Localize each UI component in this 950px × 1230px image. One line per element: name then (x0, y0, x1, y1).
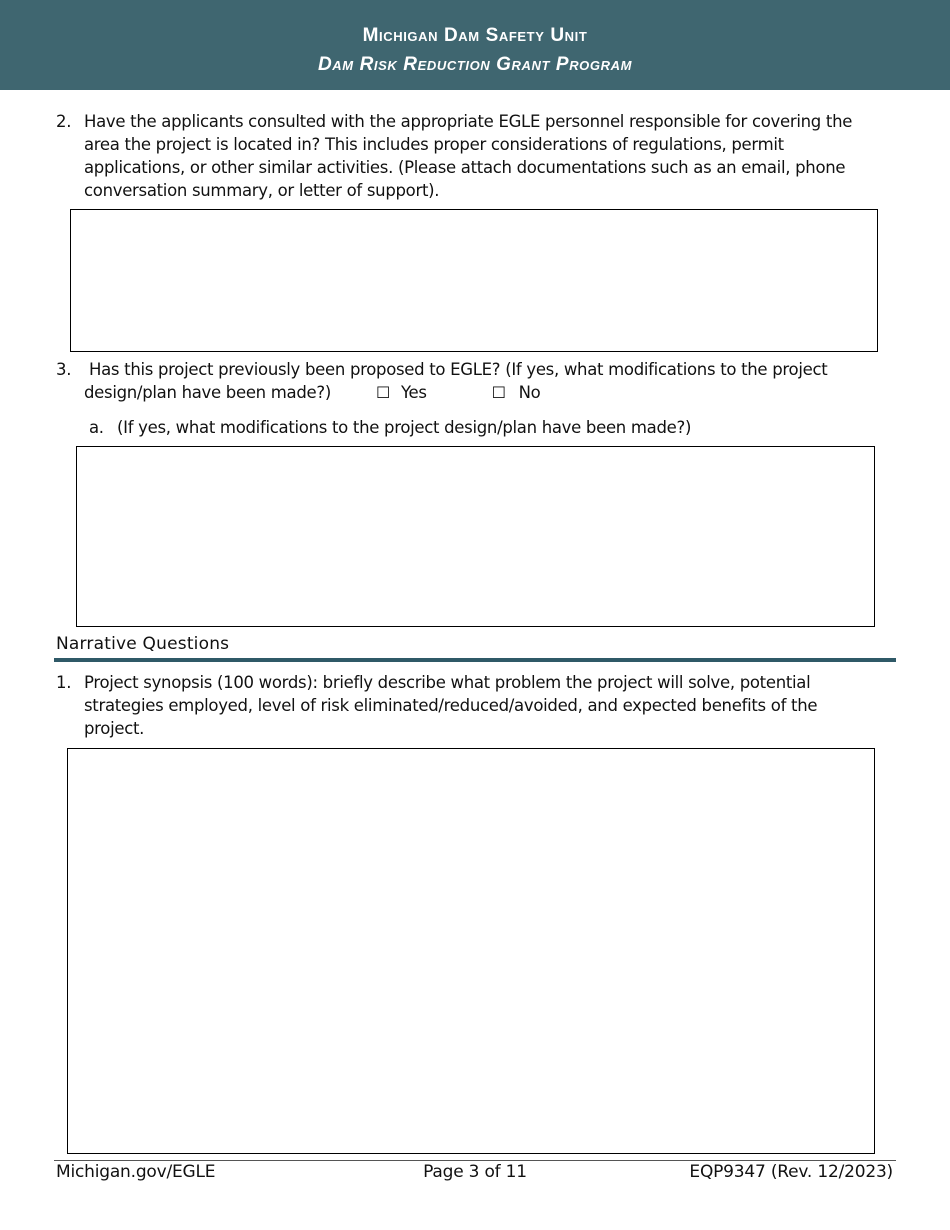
yes-label: Yes (400, 383, 427, 402)
yes-checkbox[interactable]: ☐ (375, 383, 390, 402)
footer-website-link[interactable]: Michigan.gov/EGLE (56, 1162, 216, 1182)
no-label: No (518, 383, 541, 402)
sub-question-text: (If yes, what modifications to the project design/plan have been made?) (117, 418, 692, 437)
question-text (89, 358, 827, 381)
header-unit-title: Michigan Dam Safety Unit (362, 25, 588, 46)
section-divider (54, 658, 896, 662)
question-line: Has this project previously been proposed to EGLE? (If yes, what modifications to the project (89, 360, 828, 379)
footer-form-number: EQP9347 (Rev. 12/2023) (689, 1162, 893, 1182)
footer-divider (54, 1160, 896, 1161)
section-title: Narrative Questions (56, 634, 230, 654)
question-text (84, 671, 817, 740)
question-number: 1. (56, 673, 72, 692)
question-number: 2. (56, 112, 72, 131)
question-text (84, 110, 852, 202)
footer-page-number: Page 3 of 11 (423, 1162, 527, 1182)
header-program-title: Dam Risk Reduction Grant Program (317, 54, 633, 75)
question-2-answer-field[interactable] (70, 209, 878, 352)
question-3 (56, 358, 896, 408)
question-line: Project synopsis (100 words): briefly describe what problem the project will solve, potential (84, 673, 811, 692)
question-2 (56, 110, 896, 205)
question-line: area the project is located in? This includes proper considerations of regulations, permit (84, 135, 784, 154)
project-synopsis-answer-field[interactable] (67, 748, 875, 1154)
narrative-question-1 (56, 671, 896, 743)
question-line-2 (84, 381, 540, 404)
question-3a (89, 416, 889, 440)
no-checkbox[interactable]: ☐ (491, 383, 506, 402)
question-line: conversation summary, or letter of support). (84, 181, 440, 200)
question-line: design/plan have been made?) (84, 383, 331, 402)
no-option[interactable] (492, 381, 541, 404)
question-line: project. (84, 719, 145, 738)
question-line: applications, or other similar activities. (Please attach documentations such as an email, phone (84, 158, 846, 177)
header-banner (0, 0, 950, 90)
question-line: Have the applicants consulted with the appropriate EGLE personnel responsible for covering the (84, 112, 853, 131)
yes-option[interactable] (376, 381, 427, 404)
sub-question-letter: a. (89, 418, 104, 437)
question-3a-answer-field[interactable] (76, 446, 875, 627)
question-number: 3. (56, 360, 72, 379)
question-line: strategies employed, level of risk eliminated/reduced/avoided, and expected benefits of the (84, 696, 818, 715)
